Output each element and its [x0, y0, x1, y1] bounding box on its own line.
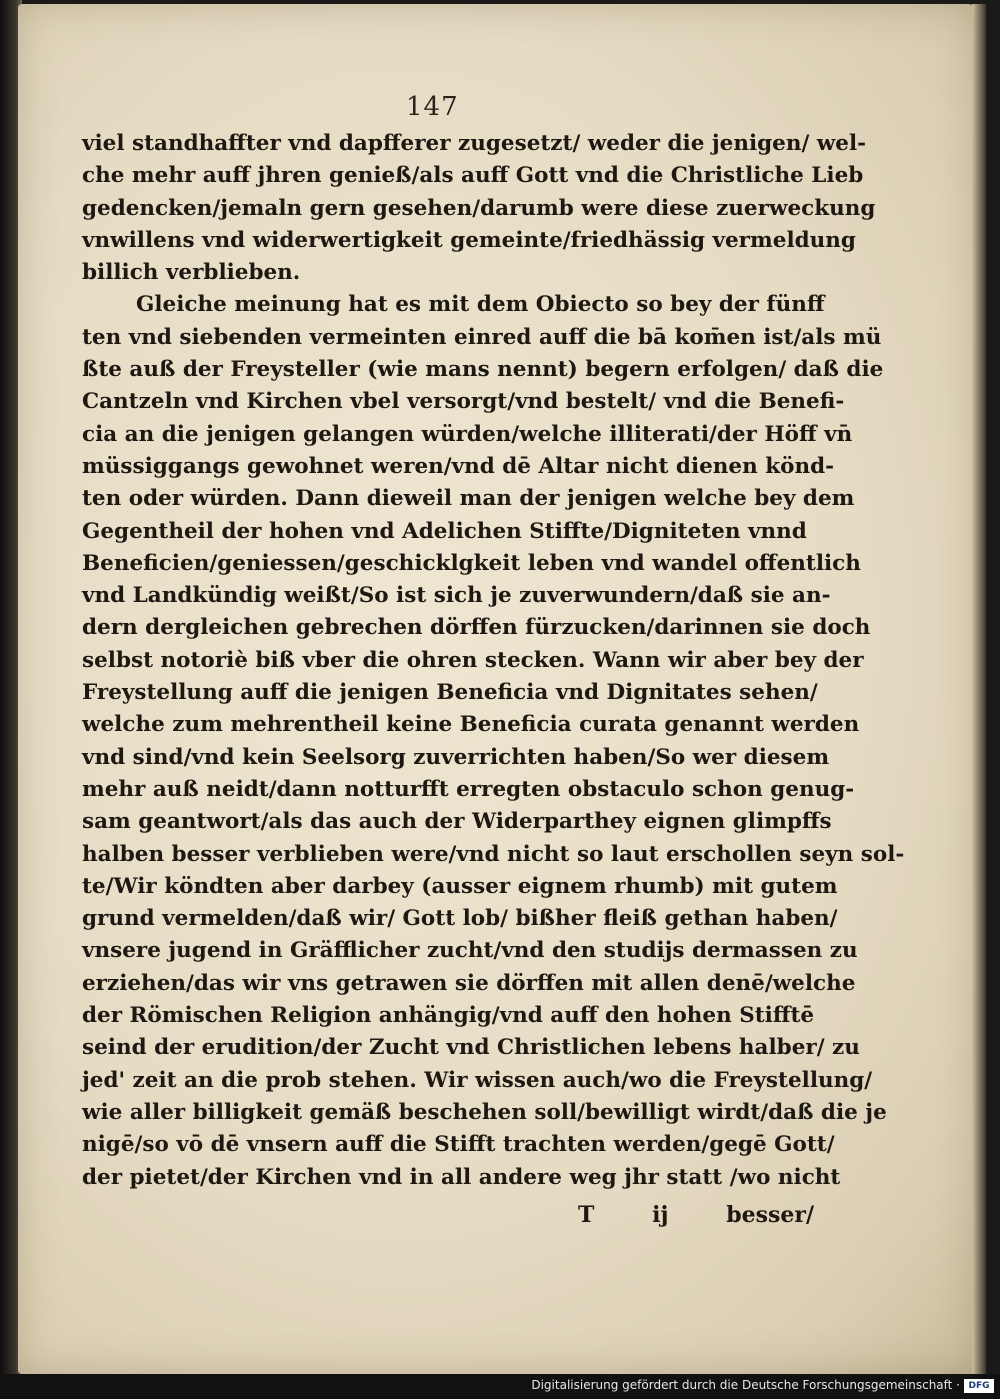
- text-line: grund vermelden/daß wir/ Gott lob/ bißher fleiß gethan haben/: [82, 906, 838, 932]
- text-line: vnsere jugend in Gräfflicher zucht/vnd den studijs dermassen zu: [82, 938, 858, 964]
- text-line: müssiggangs gewohnet weren/vnd dē Altar nicht dienen könd-: [82, 453, 835, 479]
- text-line: nigē/so vō dē vnsern auff die Stifft trachten werden/gegē Gott/: [82, 1132, 835, 1158]
- text-line: te/Wir köndten aber darbey (ausser eignem rhumb) mit gutem: [82, 873, 838, 899]
- text-line: vnd Landkündig weißt/So ist sich je zuverwundern/daß sie an-: [82, 583, 831, 609]
- text-line: Beneficien/geniessen/geschicklgkeit leben vnd wandel offentlich: [82, 550, 861, 576]
- catchword: besser/: [726, 1202, 814, 1228]
- text-line: jed' zeit an die prob stehen. Wir wissen auch/wo die Freystellung/: [82, 1067, 873, 1093]
- text-line: ten oder würden. Dann dieweil man der jenigen welche bey dem: [82, 486, 855, 512]
- text-line: gedencken/jemaln gern gesehen/darumb were diese zuerweckung: [82, 195, 876, 221]
- leaf-number: ij: [652, 1202, 669, 1228]
- text-line: ßte auß der Freysteller (wie mans nennt) begern erfolgen/ daß die: [82, 357, 884, 383]
- text-line: ten vnd siebenden vermeinten einred auff die bā kom̄en ist/als mü: [82, 324, 882, 350]
- text-line: halben besser verblieben were/vnd nicht so laut erschollen seyn sol-: [82, 841, 905, 867]
- dfg-logo: DFG: [964, 1379, 994, 1393]
- text-line: vnd sind/vnd kein Seelsorg zuverrichten haben/So wer diesem: [82, 744, 830, 770]
- text-line: viel standhaffter vnd dapfferer zugesetzt/ weder die jenigen/ wel-: [82, 131, 867, 156]
- text-line: Freystellung auff die jenigen Beneficia vnd Dignitates sehen/: [82, 680, 818, 706]
- funding-notice: Digitalisierung gefördert durch die Deutsche Forschungsgemeinschaft ·: [531, 1378, 960, 1392]
- text-line: Gleiche meinung hat es mit dem Obiecto so bey der fünff: [136, 292, 825, 318]
- text-line: billich verblieben.: [82, 260, 301, 286]
- document-page: [18, 4, 978, 1374]
- text-line: dern dergleichen gebrechen dörffen fürzucken/darinnen sie doch: [82, 615, 871, 641]
- catchword-line: [578, 1202, 814, 1228]
- body-text: [82, 128, 905, 1194]
- text-line: cia an die jenigen gelangen würden/welche illiterati/der Höff vn̄: [82, 421, 853, 447]
- text-line: wie aller billigkeit gemäß beschehen soll/bewilligt wirdt/daß die je: [82, 1099, 887, 1125]
- text-line: che mehr auff jhren genieß/als auff Gott vnd die Christliche Lieb: [82, 163, 864, 189]
- text-line: seind der erudition/der Zucht vnd Christlichen lebens halber/ zu: [82, 1035, 860, 1061]
- text-line: der Römischen Religion anhängig/vnd auff den hohen Stifftē: [82, 1003, 815, 1029]
- text-line: der pietet/der Kirchen vnd in all andere weg jhr statt /wo nicht: [82, 1164, 841, 1190]
- text-line: selbst notoriè biß vber die ohren stecken. Wann wir aber bey der: [82, 647, 864, 673]
- text-line: welche zum mehrentheil keine Beneficia curata genannt werden: [82, 712, 860, 738]
- text-line: Cantzeln vnd Kirchen vbel versorgt/vnd bestelt/ vnd die Benefi-: [82, 389, 845, 415]
- text-line: sam geantwort/als das auch der Widerparthey eignen glimpffs: [82, 809, 832, 835]
- text-line: mehr auß neidt/dann notturfft erregten obstaculo schon genug-: [82, 776, 855, 802]
- footer-bar: [0, 1374, 1000, 1399]
- text-line: vnwillens vnd widerwertigkeit gemeinte/friedhässig vermeldung: [82, 227, 856, 253]
- text-line: erziehen/das wir vns getrawen sie dörffen mit allen denē/welche: [82, 970, 856, 996]
- page-number: 147: [406, 92, 459, 122]
- text-line: Gegentheil der hohen vnd Adelichen Stiffte/Digniteten vnnd: [82, 518, 807, 544]
- signature-mark: T: [578, 1202, 595, 1228]
